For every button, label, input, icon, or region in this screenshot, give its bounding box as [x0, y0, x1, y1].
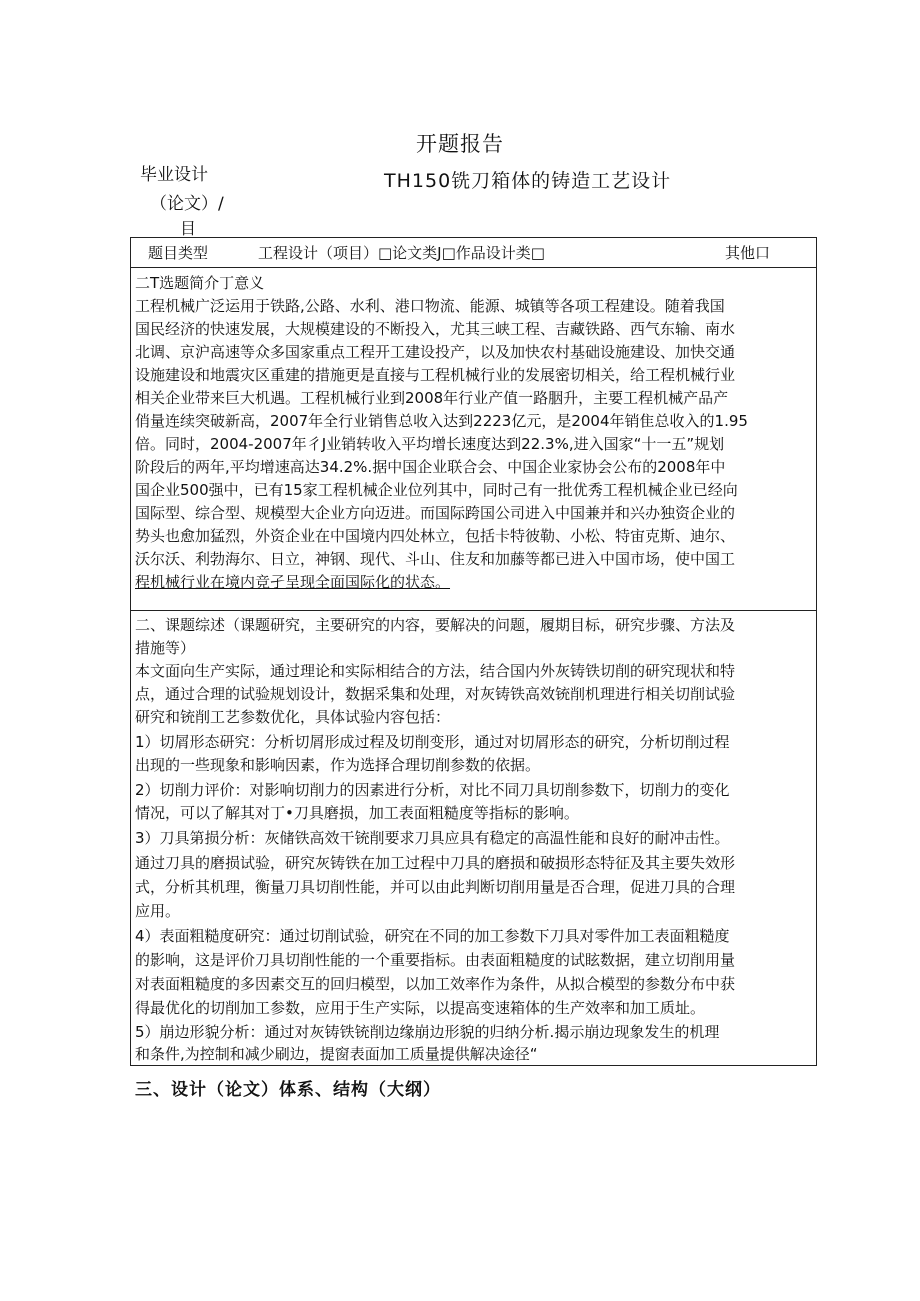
topic-type-label: 题目类型	[148, 244, 209, 262]
topic-type-other: 其他口	[725, 244, 771, 262]
list-item: 4）表面粗糙度研究：通过切削试验，研究在不同的加工参数下刀具对零件加工表面粗糙度	[135, 927, 730, 945]
paragraph-line: 点，通过合理的试验规划设计，数据采集和处理，对灰铸铁高效铳削机理进行相关切削试验	[135, 685, 736, 703]
paragraph-line: 国际型、综合型、规模型大企业方向迈进。而国际跨国公司进入中国兼并和兴办独资企业的	[135, 504, 736, 522]
paragraph-line: 的影响，这是评价刀具切削性能的一个重要指标。由表面粗糙度的试眩数据，建立切削用量	[135, 951, 736, 969]
paragraph-line: 得最优化的切削加工参数，应用于生产实际，以提高变速箱体的生产效率和加工质址。	[135, 999, 706, 1017]
paragraph-line: 相关企业带来巨大机遇。工程机械行业到2008年行业产值一路胭升，主要工程机械产品产	[135, 389, 729, 407]
paragraph-line: 倍。同时，2004-2007年彳J业销转收入平均增长速度达到22.3%,进入国家“十一五”规划	[135, 435, 725, 453]
list-item: 2）切削力评价：对影响切削力的因素进行分析，对比不同刀具切削参数下，切削力的变化	[135, 781, 730, 799]
paragraph-line: 对表面粗糙度的多因素交互的回归模型，以加工效率作为条件，从拟合模型的参数分布中获	[135, 975, 736, 993]
paragraph-line: 俏量连续突破新高，2007年全行业销售总收入达到2223亿元，是2004年销隹总收入的1.95	[135, 412, 748, 430]
paragraph-line: 和条件,为控制和减少刷边，提窗表面加工质量提供解决途径“	[135, 1045, 538, 1063]
paragraph-line: 工程机械广泛运用于铁路,公路、水利、港口物流、能源、城镇等各项工程建设。随着我国	[135, 297, 725, 315]
page-title: 开题报告	[416, 132, 504, 156]
paragraph-line: 研究和铳削工艺参数优化，具体试验内容包括：	[135, 708, 451, 726]
side-label-topic: 目	[180, 219, 197, 238]
paragraph-line: 本文面向生产实际，通过理论和实际相结合的方法，结合国内外灰铸铁切削的研究现状和特	[135, 662, 736, 680]
paragraph-line: 式，分析其机理，衡量刀具切削性能，并可以由此判断切削用量是否合理，促进刀具的合理	[135, 878, 736, 896]
list-item: 1）切屑形态研究：分析切屑形成过程及切削变形，通过对切屑形态的研究，分析切削过程	[135, 733, 730, 751]
section-heading-cont: 措施等）	[135, 639, 196, 657]
table-divider	[130, 267, 817, 268]
paragraph-line: 国企业500强中，已有15家工程机械企业位列其中，同时己有一批优秀工程机械企业已经向	[135, 481, 738, 499]
topic-type-options: 工程设计（项目）□论文类J□作品设计类□	[258, 244, 545, 262]
section-heading-outline: 三、设计（论文）体系、结构（大纲）	[135, 1080, 441, 1100]
paragraph-line: 阶段后的两年,平均增速高达34.2%.据中国企业联合会、中国企业家协会公布的2008年中	[135, 458, 726, 476]
list-item: 3）刀具第损分析：灰储铁高效干铳削要求刀具应具有稳定的高温性能和良好的耐冲击性。	[135, 829, 730, 847]
paragraph-line: 北调、京沪高速等众多国家重点工程开工建设投产，以及加快农村基础设施建设、加快交通	[135, 343, 736, 361]
paragraph-line: 国民经济的快速发展，大规模建设的不断投入，尤其三峡工程、吉藏铁路、西气东输、南水	[135, 320, 736, 338]
paragraph-line	[135, 571, 815, 595]
underlined-text: 程机械行业在境内竞孑呈现全面国际化的状态。	[135, 573, 451, 591]
paragraph-line: 出现的一些现象和影响因素，作为选择合理切削参数的依据。	[135, 756, 541, 774]
side-label-thesis: （论文）∕	[150, 194, 224, 214]
table-divider	[130, 610, 817, 611]
paragraph-line: 情况，可以了解其对丁•刀具磨损，加工表面粗糙度等指标的影响。	[135, 804, 579, 822]
section-heading: 二、课题综述（课题研究，主要研究的内容，要解决的问题，履期目标，研究步骤、方法及	[135, 616, 736, 634]
section-heading: 二T选题简介丁意义	[135, 274, 265, 292]
paragraph-line: 应用。	[135, 902, 181, 920]
paragraph-line: 势头也愈加猛烈，外资企业在中国境内四处林立，包括卡特彼勒、小松、特宙克斯、迪尔、	[135, 527, 736, 545]
paragraph-line: 沃尔沃、利勃海尔、日立，神钢、现代、斗山、住友和加藤等都已进入中国市场，使中国工	[135, 550, 736, 568]
side-label-graduation-design: 毕业设计	[140, 165, 208, 185]
paragraph-line: 通过刀具的磨损试验，研究灰铸铁在加工过程中刀具的磨损和破损形态特征及其主要失效形	[135, 854, 736, 872]
list-item: 5）崩边形貌分析：通过对灰铸铁铳削边缘崩边形貌的归纳分析.揭示崩边现象发生的机理	[135, 1023, 720, 1041]
project-title: TH150铣刀箱体的铸造工艺设计	[384, 170, 672, 192]
paragraph-line: 设施建设和地震灾区重建的措施更是直接与工程机械行业的发展密切相关，给工程机械行业	[135, 366, 736, 384]
